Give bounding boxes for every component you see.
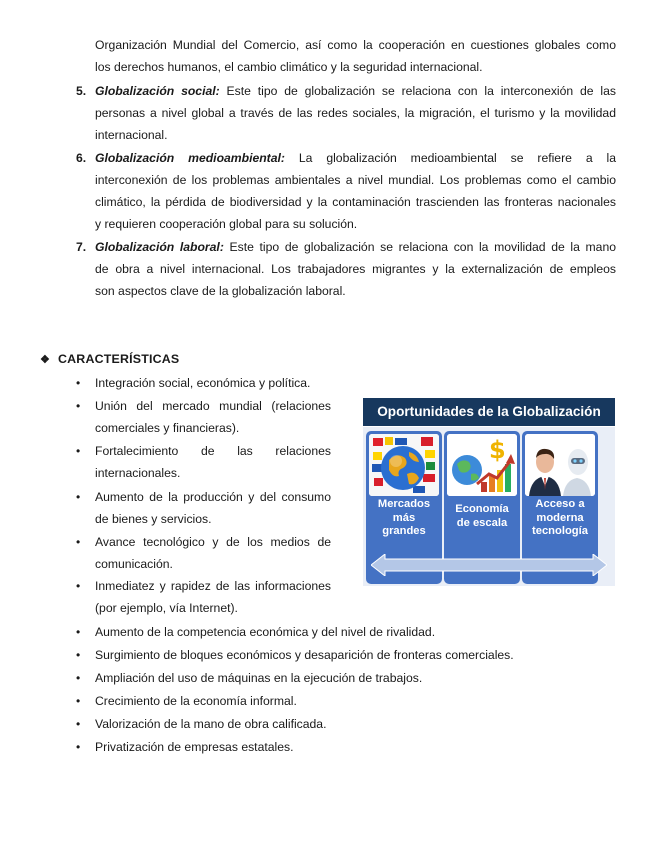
money-growth-icon bbox=[447, 434, 517, 496]
numbered-item-line: personas a nivel global a través de las redes sociales, la migración, el turismo y la movilidad bbox=[95, 106, 616, 120]
diamond-bullet-icon: ❖ bbox=[40, 354, 51, 366]
bullet-icon bbox=[76, 395, 84, 417]
bullet-item: Fortalecimiento de las relaciones bbox=[95, 444, 331, 458]
bullet-item: comerciales y financieras). bbox=[95, 421, 240, 435]
bullet-item: Privatización de empresas estatales. bbox=[95, 740, 294, 754]
bullet-icon bbox=[76, 531, 84, 553]
numbered-item-line: son aspectos clave de la globalización laboral. bbox=[95, 284, 346, 298]
bullet-item: Aumento de la producción y del consumo bbox=[95, 490, 331, 504]
globalization-opportunities-graphic bbox=[363, 398, 615, 586]
bullet-icon bbox=[76, 644, 84, 666]
list-number: 5. bbox=[76, 84, 87, 98]
numbered-item-line: Globalización medioambiental: La globalización medioambiental se refiere a la bbox=[95, 151, 616, 165]
double-arrow-icon bbox=[371, 554, 607, 576]
human-robot-icon bbox=[525, 434, 595, 496]
svg-text:$: $ bbox=[489, 436, 506, 464]
bullet-item: comunicación. bbox=[95, 557, 173, 571]
item-term: Globalización social: bbox=[95, 84, 220, 98]
list-number: 6. bbox=[76, 151, 87, 165]
bullet-item: Aumento de la competencia económica y del nivel de rivalidad. bbox=[95, 625, 436, 639]
panel-label: Acceso a moderna tecnología bbox=[532, 498, 588, 537]
bullet-item: Inmediatez y rapidez de las informaciones bbox=[95, 579, 331, 593]
bullet-icon bbox=[76, 713, 84, 735]
item-term: Globalización laboral: bbox=[95, 240, 224, 254]
item-term: Globalización medioambiental: bbox=[95, 151, 285, 165]
numbered-item-line: de obra a nivel internacional. Los trabajadores migrantes y la externalización de empleos bbox=[95, 262, 616, 276]
bullet-icon bbox=[76, 736, 84, 758]
numbered-item-line: climático, la pérdida de biodiversidad y la contaminación trascienden las fronteras nacionales bbox=[95, 195, 616, 209]
bullet-item: Ampliación del uso de máquinas en la ejecución de trabajos. bbox=[95, 671, 423, 685]
panel-label: Economía de escala bbox=[455, 503, 509, 529]
panel-label: Mercados más grandes bbox=[377, 498, 431, 537]
bullet-item: Unión del mercado mundial (relaciones bbox=[95, 399, 331, 413]
bullet-icon bbox=[76, 486, 84, 508]
graphic-title: Oportunidades de la Globalización bbox=[363, 398, 615, 426]
bullet-item: Integración social, económica y política. bbox=[95, 376, 311, 390]
numbered-item-line: y requieren cooperación global para su solución. bbox=[95, 217, 358, 231]
bullet-item: Crecimiento de la economía informal. bbox=[95, 694, 297, 708]
bullet-item: Avance tecnológico y de los medios de bbox=[95, 535, 331, 549]
intro-line: Organización Mundial del Comercio, así como la cooperación en cuestiones globales como bbox=[95, 38, 616, 52]
bullet-icon bbox=[76, 440, 84, 462]
bullet-icon bbox=[76, 690, 84, 712]
numbered-item-line: Globalización laboral: Este tipo de globalización se relaciona con la movilidad de la mano bbox=[95, 240, 616, 254]
bullet-icon bbox=[76, 621, 84, 643]
numbered-item-line: interconexión de los problemas ambientales a nivel mundial. Los problemas como el cambio bbox=[95, 173, 616, 187]
numbered-item-line: Globalización social: Este tipo de globalización se relaciona con la interconexión de las bbox=[95, 84, 617, 98]
section-heading: ❖ CARACTERÍSTICAS bbox=[40, 348, 179, 371]
bullet-item: Surgimiento de bloques económicos y desaparición de fronteras comerciales. bbox=[95, 648, 514, 662]
numbered-item-line: internacional. bbox=[95, 128, 168, 142]
bullet-icon bbox=[76, 667, 84, 689]
intro-line: los derechos humanos, el cambio climático y la seguridad internacional. bbox=[95, 60, 483, 74]
bullet-item: internacionales. bbox=[95, 466, 181, 480]
bullet-icon bbox=[76, 575, 84, 597]
bullet-item: (por ejemplo, vía Internet). bbox=[95, 601, 238, 615]
bullet-icon bbox=[76, 372, 84, 394]
list-number: 7. bbox=[76, 240, 87, 254]
globe-brands-icon bbox=[369, 434, 439, 496]
bullet-item: Valorización de la mano de obra calificada. bbox=[95, 717, 327, 731]
bullet-item: de bienes y servicios. bbox=[95, 512, 212, 526]
